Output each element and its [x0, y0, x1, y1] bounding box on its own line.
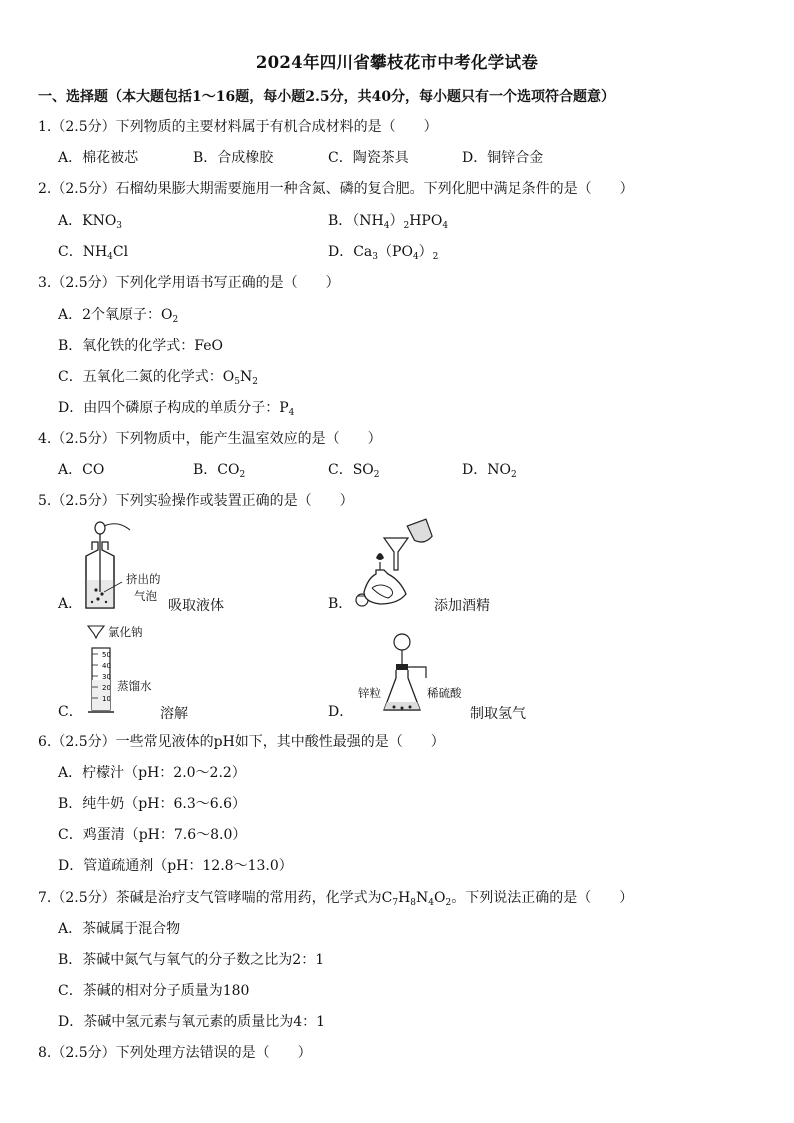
q7-option-c: C．茶碱的相对分子质量为180: [58, 983, 250, 999]
q6-option-c: C．鸡蛋清（pH：7.6～8.0）: [58, 827, 247, 843]
caption-prepare-hydrogen: 制取氢气: [470, 706, 526, 722]
q6-option-d: D．管道疏通剂（pH：12.8～13.0）: [58, 858, 293, 874]
tick-40: 40: [102, 662, 111, 670]
q1-option-a: A．棉花被芯: [58, 150, 139, 166]
label-zinc-granules: 锌粒: [358, 686, 381, 700]
q2-option-a: A．$KNO_3$: [58, 213, 123, 231]
q1-option-b: B．合成橡胶: [193, 150, 274, 166]
q2-stem: 2.（2.5分）石榴幼果膨大期需要施用一种含氮、磷的复合肥。下列化肥中满足条件的是（ ）: [38, 181, 634, 197]
label-distilled-water: 蒸馏水: [117, 679, 152, 693]
q5-option-b-letter: B．: [328, 596, 353, 612]
q1-option-c: C．陶瓷茶具: [328, 150, 409, 166]
q2-option-c: C．$NH_4Cl$: [58, 244, 129, 262]
alcohol-lamp-figure: [350, 518, 440, 608]
q3-option-c: C．五氧化二氮的化学式：$O_5N_2$: [58, 369, 258, 387]
q2-option-d: D．$Ca_3(PO_4)_2$: [328, 244, 439, 262]
tick-30: 30: [102, 673, 111, 681]
q7-option-d: D．茶碱中氢元素与氧元素的质量比为4：1: [58, 1014, 326, 1030]
q7-option-a: A．茶碱属于混合物: [58, 921, 181, 937]
label-squeezed-bubble: 挤出的: [126, 572, 161, 586]
q7-stem: 7.（2.5分）茶碱是治疗支气管哮喘的常用药，化学式为$C_7H_8N_4O_2$。下列说法正确的是（ ）: [38, 890, 634, 908]
label-sodium-chloride: 氯化钠: [108, 625, 143, 639]
section-heading: 一、选择题（本大题包括1～16题，每小题2.5分，共40分，每小题只有一个选项符合题意）: [38, 89, 616, 105]
q2-option-b: B．$(NH_4)_2HPO_4$: [328, 213, 449, 231]
tick-10: 10: [102, 695, 111, 703]
caption-add-alcohol: 添加酒精: [434, 598, 490, 614]
q3-option-d: D．由四个磷原子构成的单质分子：$P_4$: [58, 400, 295, 418]
q6-option-b: B．纯牛奶（pH：6.3～6.6）: [58, 796, 246, 812]
tick-50: 50: [102, 651, 111, 659]
label-bubble: 气泡: [134, 589, 157, 603]
q3-stem: 3.（2.5分）下列化学用语书写正确的是（ ）: [38, 275, 340, 291]
q4-option-a: A．CO: [58, 462, 105, 478]
q8-stem: 8.（2.5分）下列处理方法错误的是（ ）: [38, 1045, 312, 1061]
caption-dissolve: 溶解: [160, 706, 188, 722]
q5-stem: 5.（2.5分）下列实验操作或装置正确的是（ ）: [38, 493, 354, 509]
q5-option-c-letter: C．: [58, 704, 83, 720]
q1-stem: 1.（2.5分）下列物质的主要材料属于有机合成材料的是（ ）: [38, 119, 438, 135]
q3-option-a: A．2个氧原子：$O_2$: [58, 307, 179, 325]
page-title: 2024年四川省攀枝花市中考化学试卷: [255, 53, 539, 72]
q4-option-d: D．$NO_2$: [462, 462, 517, 480]
caption-draw-liquid: 吸取液体: [168, 598, 224, 614]
q5-option-a-letter: A．: [58, 596, 83, 612]
q6-option-a: A．柠檬汁（pH：2.0～2.2）: [58, 765, 246, 781]
hydrogen-apparatus-figure: [380, 630, 440, 718]
q4-stem: 4.（2.5分）下列物质中，能产生温室效应的是（ ）: [38, 431, 382, 447]
q4-option-c: C．$SO_2$: [328, 462, 380, 480]
tick-20: 20: [102, 684, 111, 692]
q7-option-b: B．茶碱中氮气与氧气的分子数之比为2：1: [58, 952, 325, 968]
q4-option-b: B．$CO_2$: [193, 462, 246, 480]
label-dilute-sulfuric-acid: 稀硫酸: [427, 686, 462, 700]
q6-stem: 6.（2.5分）一些常见液体的pH如下，其中酸性最强的是（ ）: [38, 734, 445, 750]
q1-option-d: D．铜锌合金: [462, 150, 544, 166]
q3-option-b: B．氧化铁的化学式：FeO: [58, 338, 223, 354]
q5-option-d-letter: D．: [328, 704, 354, 720]
